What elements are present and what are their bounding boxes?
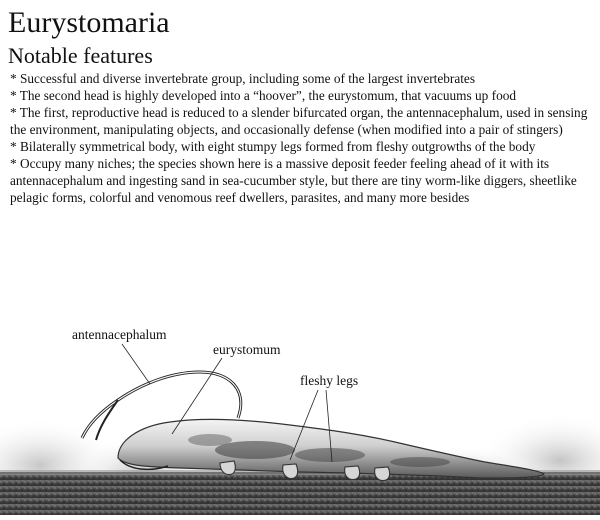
feature-item: * The first, reproductive head is reduced to a slender bifurcated organ, the antennacephalum, used in sensing the environment, manipulating objects, and occasionally defense (when modified into a pair of stingers) <box>10 105 588 137</box>
feature-item: * The second head is highly developed into a “hoover”, the eurystomum, that vacuums up food <box>10 88 517 103</box>
feature-item: * Bilaterally symmetrical body, with eight stumpy legs formed from fleshy outgrowths of the body <box>10 139 536 154</box>
label-fleshy-legs: fleshy legs <box>300 373 359 388</box>
creature-illustration <box>0 300 600 515</box>
feature-list <box>10 70 595 206</box>
seabed <box>0 472 600 515</box>
page-title: Eurystomaria <box>8 6 170 39</box>
section-heading: Notable features <box>8 43 153 68</box>
label-eurystomum: eurystomum <box>213 342 281 357</box>
feature-item: * Occupy many niches; the species shown here is a massive deposit feeder feeling ahead of it with its antennacephalum and ingesting sand in sea-cucumber style, but there are tiny worm-like diggers, sheetlike pelagic forms, colorful and venomous reef dwellers, parasites, and many more besides <box>10 156 577 205</box>
feature-item: * Successful and diverse invertebrate group, including some of the largest invertebrates <box>10 71 476 86</box>
label-antennacephalum: antennacephalum <box>72 327 167 342</box>
